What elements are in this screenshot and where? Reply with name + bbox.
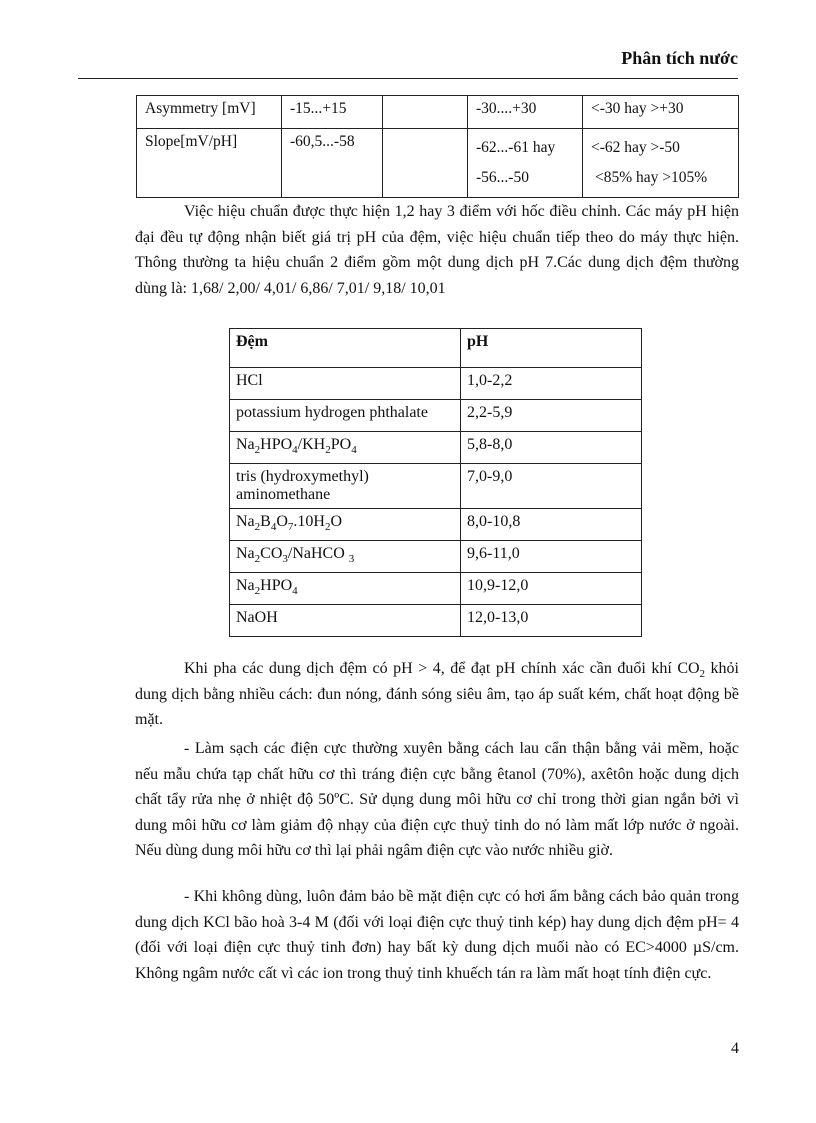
ph-range: 12,0-13,0 [461, 605, 642, 637]
table-cell: -60,5...-58 [282, 129, 383, 198]
paragraph-text: - Làm sạch các điện cực thường xuyên bằng cách lau cẩn thận bằng vải mềm, hoặc nếu mẫu chứa tạp chất hữu cơ thì tráng điện cực bằng êtanol (70%), axêtôn hoặc dung dịch chất tẩy rửa nhẹ ở nhiệt độ 50ºC. Sử dụng dung môi hữu cơ chỉ trong thời gian ngắn bởi vì dung môi hữu cơ làm giảm độ nhạy của điện cực thuỷ tinh do nó làm mất lớp nước ở ngoài. Nếu dùng dung môi hữu cơ thì lại phải ngâm điện cực vào nước nhiều giờ. [135, 740, 739, 859]
table-cell [383, 129, 468, 198]
page-header-title: Phân tích nước [621, 48, 738, 68]
table-cell: <-30 hay >+30 [583, 96, 739, 129]
table-row [230, 368, 642, 400]
buffer-name [230, 464, 461, 509]
ph-range: 1,0-2,2 [461, 368, 642, 400]
paragraph-text: Việc hiệu chuẩn được thực hiện 1,2 hay 3 điểm với hốc điều chỉnh. Các máy pH hiện đại đều tự động nhận biết giá trị pH của đệm, việc hiệu chuẩn tiếp theo do máy thực hiện. Thông thường ta hiệu chuẩn 2 điểm gồm một dung dịch pH 7.Các dung dịch đệm thường dùng là: 1,68/ 2,00/ 4,01/ 6,86/ 7,01/ 9,18/ 10,01 [135, 203, 739, 297]
buffer-name-line: aminomethane [236, 486, 331, 503]
cell-line: <85% hay >105% [595, 169, 708, 186]
buffer-name: HCl [230, 368, 461, 400]
paragraph-calibration [135, 199, 739, 301]
table-cell [383, 96, 468, 129]
ph-range: 8,0-10,8 [461, 509, 642, 541]
buffer-name: NaOH [230, 605, 461, 637]
ph-range: 5,8-8,0 [461, 432, 642, 464]
page-number: 4 [731, 1040, 739, 1057]
table-row [230, 573, 642, 605]
table-header-row [230, 329, 642, 368]
table-row [230, 400, 642, 432]
table-row [230, 464, 642, 509]
table-row [230, 509, 642, 541]
header-divider [78, 78, 738, 79]
cell-line: -56...-50 [476, 169, 529, 186]
table-cell [583, 129, 739, 198]
ph-range: 2,2-5,9 [461, 400, 642, 432]
buffer-name: potassium hydrogen phthalate [230, 400, 461, 432]
table-cell: Slope[mV/pH] [137, 129, 282, 198]
table-cell [468, 129, 583, 198]
column-header-ph: pH [461, 329, 642, 368]
buffer-ph-table [229, 328, 642, 637]
table-row [137, 129, 739, 198]
table-row [230, 432, 642, 464]
ph-range: 10,9-12,0 [461, 573, 642, 605]
paragraph-text: khỏi dung dịch bằng nhiều cách: đun nóng, đánh sóng siêu âm, tạo áp suất kém, chất hoạt động bề mặt. [135, 660, 739, 728]
ph-range: 7,0-9,0 [461, 464, 642, 509]
buffer-name-line: tris (hydroxymethyl) [236, 468, 369, 485]
table-row [230, 541, 642, 573]
paragraph-electrode-cleaning [135, 736, 739, 864]
table-cell: -30....+30 [468, 96, 583, 129]
paragraph-electrode-storage [135, 884, 739, 986]
table-cell: -15...+15 [282, 96, 383, 129]
cell-line: <-62 hay >-50 [591, 139, 680, 156]
table-cell: Asymmetry [mV] [137, 96, 282, 129]
buffer-name: $Na_2HPO_4$ [230, 573, 461, 605]
ph-range: 9,6-11,0 [461, 541, 642, 573]
buffer-name: $Na_2HPO_4/KH_2PO_4$ [230, 432, 461, 464]
calibration-limits-table [136, 95, 739, 198]
table-row [137, 96, 739, 129]
paragraph-text: Khi pha các dung dịch đệm có pH > 4, để đạt pH chính xác cần đuổi khí CO [184, 660, 700, 677]
table-row [230, 605, 642, 637]
cell-line: -62...-61 hay [476, 139, 556, 156]
buffer-name: $Na_2B_4O_7.10H_2O$ [230, 509, 461, 541]
column-header-buffer: Đệm [230, 329, 461, 368]
buffer-name: $Na_2CO_3$/NaHCO $_3$ [230, 541, 461, 573]
paragraph-buffer-preparation: Khi pha các dung dịch đệm có pH > 4, để đạt pH chính xác cần đuổi khí $CO_2$ khỏi dung dịch bằng nhiều cách: đun nóng, đánh sóng siêu âm, tạo áp suất kém, chất hoạt động bề mặt. [135, 660, 739, 728]
paragraph-text: - Khi không dùng, luôn đảm bảo bề mặt điện cực có hơi ẩm bằng cách bảo quản trong dung dịch KCl bão hoà 3-4 M (đối với loại điện cực thuỷ tinh kép) hay dung dịch đệm pH= 4 (đối với loại điện cực thuỷ tinh đơn) hay bất kỳ dung dịch muối nào có EC>4000 µS/cm. Không ngâm nước cất vì các ion trong thuỷ tinh khuếch tán ra làm mất hoạt tính điện cực. [135, 888, 739, 982]
